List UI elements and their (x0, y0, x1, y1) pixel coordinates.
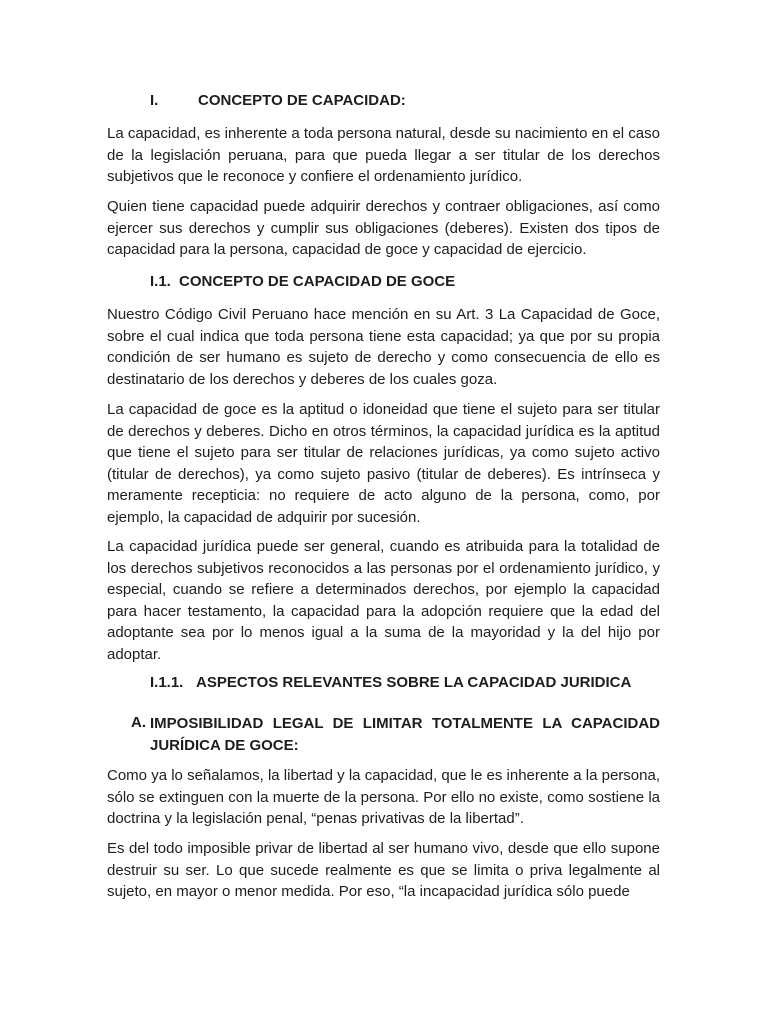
section-number: I. (150, 92, 159, 109)
section-number: I.1. (150, 273, 171, 290)
section-heading-1 (150, 91, 406, 111)
item-marker: A. (131, 714, 146, 731)
paragraph-5: La capacidad jurídica puede ser general, cuando es atribuida para la totalidad de los derechos subjetivos reconocidos a las personas por el ordenamiento jurídico, y especial, cuando se refiere a determinados derechos, por ejemplo la capacidad para hacer testamento, la capacidad para la adopción requiere que la edad del adoptante sea por lo menos igual a la suma de la mayoridad y la del hijo por adoptar. (107, 538, 660, 663)
section-number: I.1.1. (150, 674, 184, 691)
section-heading-1-1-1 (150, 673, 631, 693)
paragraph-2: Quien tiene capacidad puede adquirir derechos y contraer obligaciones, así como ejercer sus derechos y cumplir sus obligaciones (deberes). Existen dos tipos de capacidad para la persona, capacidad de goce y capacidad de ejercicio. (107, 198, 660, 258)
paragraph-4: La capacidad de goce es la aptitud o idoneidad que tiene el sujeto para ser titular de derechos y deberes. Dicho en otros términos, la capacidad jurídica es la aptitud que tiene el sujeto para ser titular de relaciones jurídicas, ya como sujeto activo (titular de derechos), ya como sujeto pasivo (titular de deberes). Es intrínseca y meramente recepticia: no requiere de acto alguno de la persona, como, por ejemplo, la capacidad de adquirir por sucesión. (107, 401, 660, 526)
section-heading-1-1 (150, 272, 455, 292)
section-title: ASPECTOS RELEVANTES SOBRE LA CAPACIDAD JURIDICA (196, 674, 632, 691)
item-title: IMPOSIBILIDAD LEGAL DE LIMITAR TOTALMENTE LA CAPACIDAD JURÍDICA DE GOCE: (150, 715, 660, 754)
item-heading-a (131, 713, 660, 757)
section-title: CONCEPTO DE CAPACIDAD DE GOCE (179, 273, 456, 290)
paragraph-7: Es del todo imposible privar de libertad al ser humano vivo, desde que ello supone destruir su ser. Lo que sucede realmente es que se limita o priva legalmente al sujeto, en mayor o menor medida. Por eso, “la incapacidad jurídica sólo puede (107, 840, 660, 900)
section-title: CONCEPTO DE CAPACIDAD: (198, 92, 406, 109)
paragraph-1: La capacidad, es inherente a toda persona natural, desde su nacimiento en el caso de la legislación peruana, para que pueda llegar a ser titular de los derechos subjetivos que le reconoce y confiere el ordenamiento jurídico. (107, 125, 660, 185)
paragraph-6: Como ya lo señalamos, la libertad y la capacidad, que le es inherente a la persona, sólo se extinguen con la muerte de la persona. Por ello no existe, como sostiene la doctrina y la legislación penal, “penas privativas de la libertad”. (107, 767, 660, 827)
paragraph-3: Nuestro Código Civil Peruano hace mención en su Art. 3 La Capacidad de Goce, sobre el cual indica que toda persona tiene esta capacidad; ya que por su propia condición de ser humano es sujeto de derecho y como consecuencia de ello es destinatario de los derechos y deberes de los cuales goza. (107, 306, 660, 388)
